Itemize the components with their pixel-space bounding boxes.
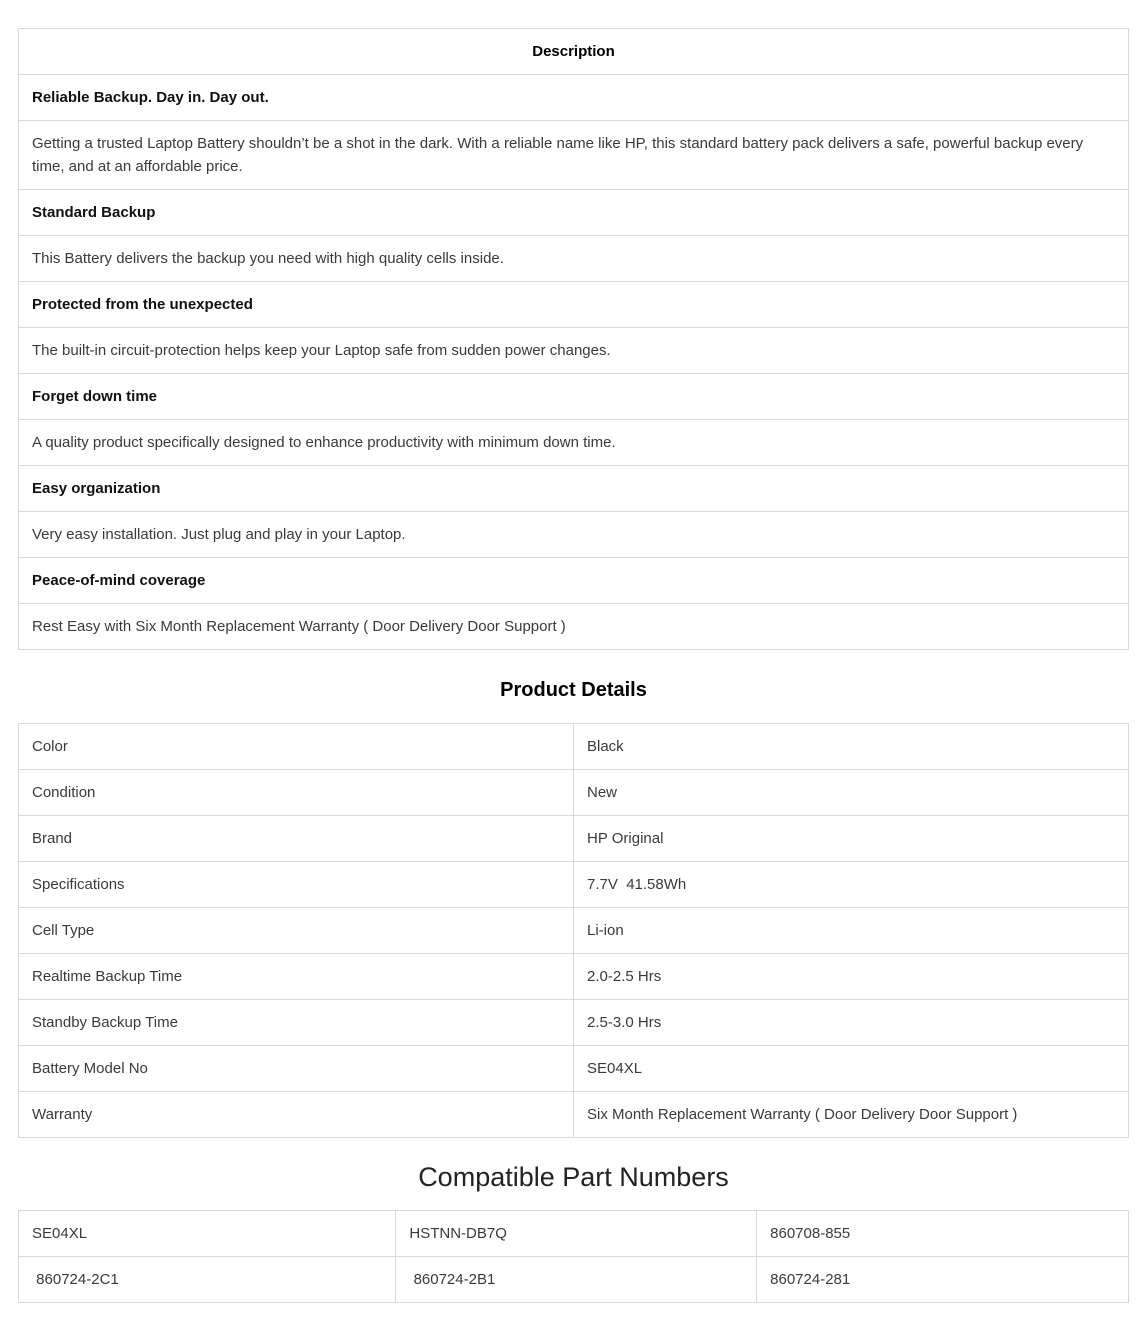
- product-details-table: [18, 723, 1129, 1138]
- description-section-heading: Peace-of-mind coverage: [19, 558, 1129, 604]
- table-row: [19, 121, 1129, 190]
- detail-value: 2.5-3.0 Hrs: [574, 1000, 1129, 1046]
- detail-label: Standby Backup Time: [19, 1000, 574, 1046]
- table-row: [19, 1257, 1129, 1303]
- detail-value: Black: [574, 724, 1129, 770]
- detail-value: SE04XL: [574, 1046, 1129, 1092]
- table-row: [19, 1211, 1129, 1257]
- table-row: [19, 862, 1129, 908]
- detail-label: Cell Type: [19, 908, 574, 954]
- table-row: [19, 908, 1129, 954]
- description-section-body: The built-in circuit-protection helps keep your Laptop safe from sudden power changes.: [19, 328, 1129, 374]
- table-row: [19, 1092, 1129, 1138]
- part-number-cell: 860724-2B1: [396, 1257, 757, 1303]
- table-row: [19, 236, 1129, 282]
- part-number-cell: 860708-855: [757, 1211, 1129, 1257]
- description-section-heading: Easy organization: [19, 466, 1129, 512]
- description-section-heading: Forget down time: [19, 374, 1129, 420]
- detail-value: HP Original: [574, 816, 1129, 862]
- table-row: [19, 75, 1129, 121]
- detail-label: Warranty: [19, 1092, 574, 1138]
- table-row: [19, 770, 1129, 816]
- description-table: [18, 28, 1129, 650]
- part-number-cell: HSTNN-DB7Q: [396, 1211, 757, 1257]
- detail-value: New: [574, 770, 1129, 816]
- product-details-title: Product Details: [500, 679, 647, 701]
- table-row: [19, 282, 1129, 328]
- detail-value: 2.0-2.5 Hrs: [574, 954, 1129, 1000]
- detail-label: Color: [19, 724, 574, 770]
- table-row: [19, 558, 1129, 604]
- table-row: [19, 1000, 1129, 1046]
- description-section-body: Very easy installation. Just plug and play in your Laptop.: [19, 512, 1129, 558]
- detail-label: Condition: [19, 770, 574, 816]
- table-row: [19, 420, 1129, 466]
- table-row: [19, 466, 1129, 512]
- description-header-row: [19, 29, 1129, 75]
- compatible-part-numbers-title: Compatible Part Numbers: [418, 1162, 729, 1192]
- description-section-body: Getting a trusted Laptop Battery shouldn’t be a shot in the dark. With a reliable name like HP, this standard battery pack delivers a safe, powerful backup every time, and at an affordable price.: [19, 121, 1129, 190]
- description-section-body: This Battery delivers the backup you need with high quality cells inside.: [19, 236, 1129, 282]
- table-row: [19, 190, 1129, 236]
- table-row: [19, 604, 1129, 650]
- detail-value: Six Month Replacement Warranty ( Door Delivery Door Support ): [574, 1092, 1129, 1138]
- detail-label: Brand: [19, 816, 574, 862]
- description-section-heading: Standard Backup: [19, 190, 1129, 236]
- table-row: [19, 374, 1129, 420]
- description-section-body: Rest Easy with Six Month Replacement Warranty ( Door Delivery Door Support ): [19, 604, 1129, 650]
- detail-label: Specifications: [19, 862, 574, 908]
- detail-label: Battery Model No: [19, 1046, 574, 1092]
- description-section-body: A quality product specifically designed to enhance productivity with minimum down time.: [19, 420, 1129, 466]
- detail-value: Li-ion: [574, 908, 1129, 954]
- table-row: [19, 816, 1129, 862]
- detail-value: 7.7V 41.58Wh: [574, 862, 1129, 908]
- description-title: Description: [19, 29, 1129, 75]
- table-row: [19, 512, 1129, 558]
- table-row: [19, 954, 1129, 1000]
- table-row: [19, 328, 1129, 374]
- compatible-part-numbers-table: [18, 1210, 1129, 1303]
- detail-label: Realtime Backup Time: [19, 954, 574, 1000]
- table-row: [19, 1046, 1129, 1092]
- description-section-heading: Reliable Backup. Day in. Day out.: [19, 75, 1129, 121]
- part-number-cell: 860724-2C1: [19, 1257, 396, 1303]
- description-section-heading: Protected from the unexpected: [19, 282, 1129, 328]
- part-number-cell: SE04XL: [19, 1211, 396, 1257]
- part-number-cell: 860724-281: [757, 1257, 1129, 1303]
- table-row: [19, 724, 1129, 770]
